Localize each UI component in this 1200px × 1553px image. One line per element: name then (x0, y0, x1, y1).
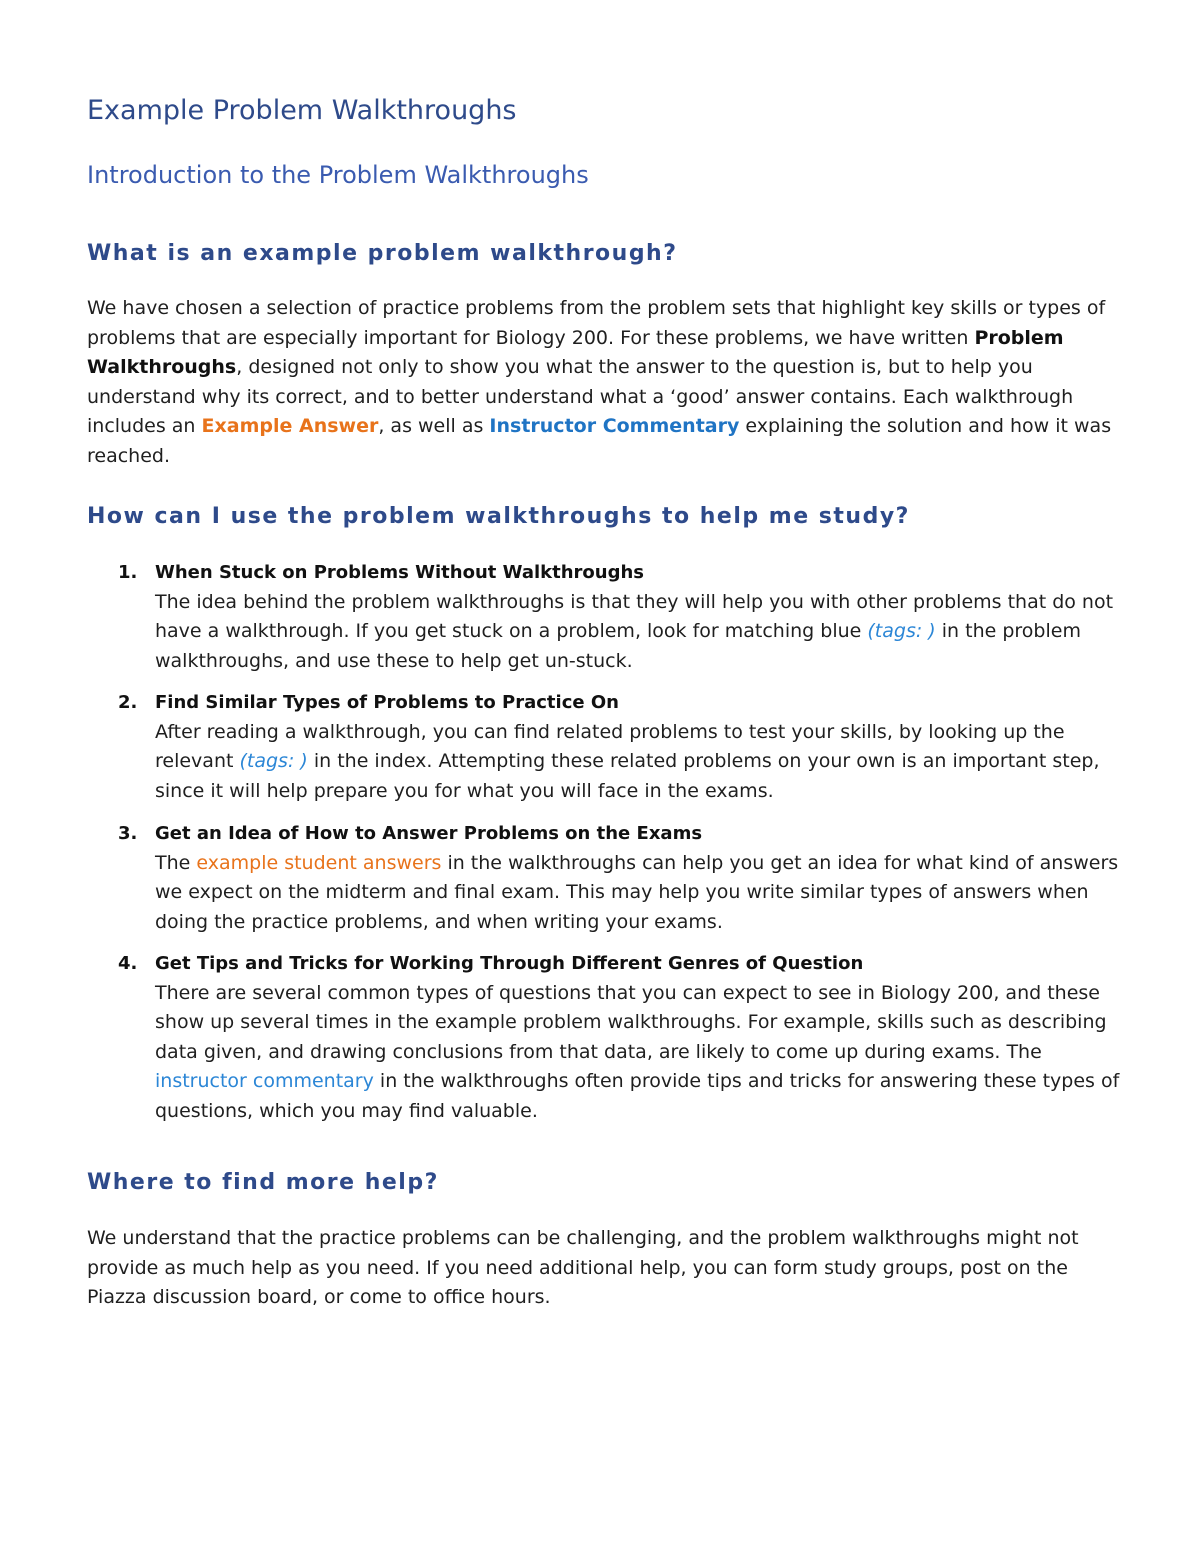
list-item-title: Get an Idea of How to Answer Problems on the Exams (155, 823, 703, 844)
section-heading-how-to-use: How can I use the problem walkthroughs to help me study? (87, 504, 910, 529)
list-item-body (155, 979, 1125, 1127)
list-number: 3. (118, 823, 138, 844)
list-number: 1. (118, 562, 138, 583)
text-run: There are several common types of questions that you can expect to see in Biology 200, and these show up several times in the example problem walkthroughs. For example, skills such as describing data given, and drawing conclusions from that data, are likely to come up during exams. The (155, 981, 1107, 1063)
instructor-commentary-highlight: instructor commentary (155, 1070, 374, 1093)
tag-marker: (tags: ) (867, 620, 936, 643)
text-run: , designed not only to show you what the answer to the question is, but to help you understand why its correct, and to better understand what a ‘good’ answer contains. Each walkthrough includes an (87, 356, 1074, 438)
text-run: in the index. Attempting these related problems on your own is an important step, since it will help prepare you for what you will face in the exams. (155, 750, 1100, 802)
example-answer-term: Example Answer (201, 415, 379, 438)
instructor-commentary-term: Instructor Commentary (489, 415, 740, 438)
text-run: , as well as (378, 415, 490, 438)
text-run: explaining the solution and how it was reached. (87, 415, 1112, 467)
list-item-body (155, 588, 1125, 677)
section-heading-what-is: What is an example problem walkthrough? (87, 241, 678, 266)
list-item-body (155, 718, 1125, 807)
section-heading-more-help: Where to find more help? (87, 1170, 439, 1195)
text-run: The (155, 851, 197, 874)
text-run: in the problem walkthroughs, and use these to help get un-stuck. (155, 620, 1081, 672)
list-item-title: When Stuck on Problems Without Walkthroughs (155, 562, 645, 583)
text-run: We have chosen a selection of practice problems from the problem sets that highlight key skills or types of problems that are especially important for Biology 200. For these problems, we have written (87, 297, 1106, 349)
text-run: The idea behind the problem walkthroughs is that they will help you with other problems that do not have a walkthrough. If you get stuck on a problem, look for matching blue (155, 590, 1114, 643)
tag-marker: (tags: ) (239, 750, 308, 773)
list-item-title: Find Similar Types of Problems to Practice On (155, 692, 619, 713)
text-run: After reading a walkthrough, you can find related problems to test your skills, by looking up the relevant (155, 720, 1065, 773)
text-run: in the walkthroughs can help you get an idea for what kind of answers we expect on the midterm and final exam. This may help you write similar types of answers when doing the practice problems, and when writing your exams. (155, 851, 1119, 933)
document-title: Example Problem Walkthroughs (87, 95, 517, 126)
list-number: 2. (118, 692, 138, 713)
list-item-body (155, 849, 1125, 938)
problem-walkthroughs-term: Problem Walkthroughs (87, 326, 1064, 379)
example-student-answers-highlight: example student answers (196, 851, 442, 874)
list-item-title: Get Tips and Tricks for Working Through Different Genres of Question (155, 953, 864, 974)
list-number: 4. (118, 953, 138, 974)
document-subtitle: Introduction to the Problem Walkthroughs (87, 161, 589, 189)
text-run: in the walkthroughs often provide tips and tricks for answering these types of questions, which you may find valuable. (155, 1070, 1120, 1122)
section-what-is-paragraph (87, 294, 1122, 472)
section-more-help-paragraph: We understand that the practice problems can be challenging, and the problem walkthroughs might not provide as much help as you need. If you need additional help, you can form study groups, post on the Piazza discussion board, or come to office hours. (87, 1227, 1079, 1309)
